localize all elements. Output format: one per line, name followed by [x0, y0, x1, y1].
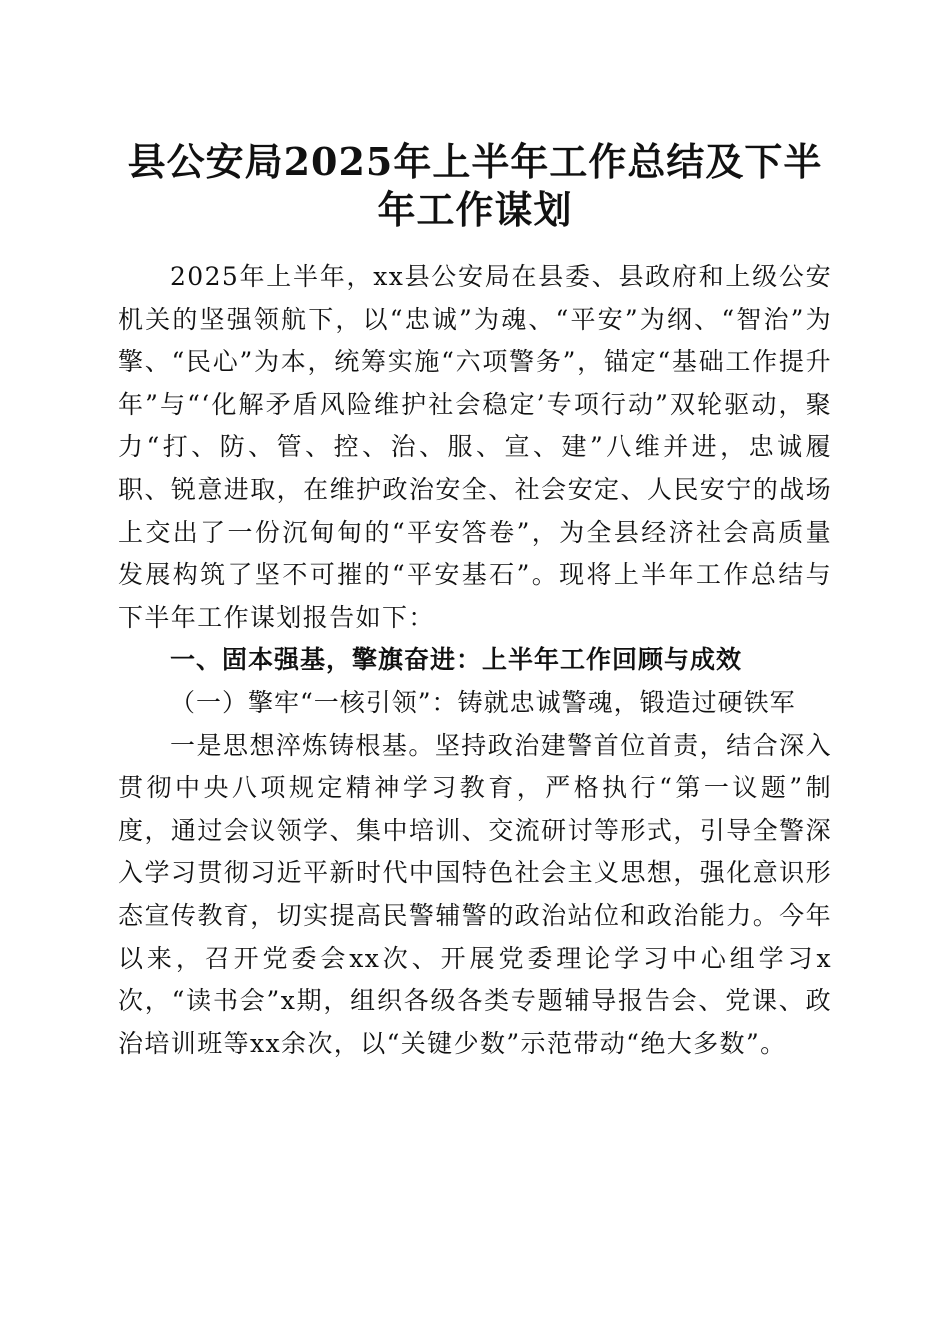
document-title: 县公安局2025年上半年工作总结及下半年工作谋划 — [127, 139, 823, 232]
body-paragraph: 一是思想淬炼铸根基。坚持政治建警首位首责，结合深入贯彻中央八项规定精神学习教育，严格执行“第一议题”制度，通过会议领学、集中培训、交流研讨等形式，引导全警深入学习贯彻习近平新时代中国特色社会主义思想，强化意识形态宣传教育，切实提高民警辅警的政治站位和政治能力。今年以来，召开党委会xx次、开展党委理论学习中心组学习x次，“读书会”x期，组织各级各类专题辅导报告会、党课、政治培训班等xx余次，以“关键少数”示范带动“绝大多数”。 — [118, 730, 832, 1058]
document-body — [118, 256, 832, 1065]
intro-paragraph: 2025年上半年，xx县公安局在县委、县政府和上级公安机关的坚强领航下，以“忠诚”为魂、“平安”为纲、“智治”为擎、“民心”为本，统筹实施“六项警务”，锚定“基础工作提升年”与“‘化解矛盾风险维护社会稳定’专项行动”双轮驱动，聚力“打、防、管、控、治、服、宣、建”八维并进，忠诚履职、锐意进取，在维护政治安全、社会安定、人民安宁的战场上交出了一份沉甸甸的“平安答卷”，为全县经济社会高质量发展构筑了坚不可摧的“平安基石”。现将上半年工作总结与下半年工作谋划报告如下： — [118, 262, 832, 632]
section-heading: 一、固本强基，擎旗奋进：上半年工作回顾与成效 — [170, 645, 743, 675]
subsection-heading: （一）擎牢“一核引领”：铸就忠诚警魂，锻造过硬铁军 — [170, 687, 796, 717]
